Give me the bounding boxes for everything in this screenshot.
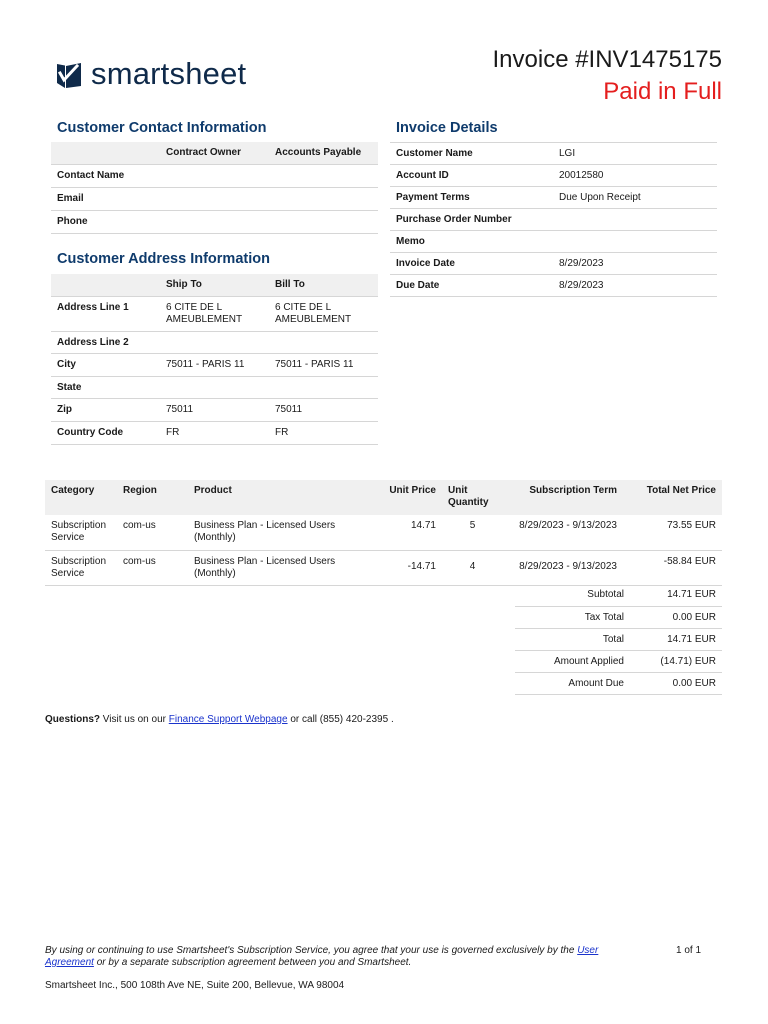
legal-text: By using or continuing to use Smartsheet's Subscription Service, you agree that your use is governed exclusively by the [45,945,578,956]
row-label: Due Date [396,280,440,291]
details-section-title: Invoice Details [396,120,498,136]
brand-name: smartsheet [91,56,247,91]
row-label: Zip [57,404,72,415]
row-label: Purchase Order Number [396,214,512,225]
totals-value: 14.71 EUR [667,589,716,601]
row-label: Address Line 1 [57,301,129,313]
legal-text-end: or by a separate subscription agreement between you and Smartsheet. [93,957,412,968]
cell-value: 75011 [166,404,194,415]
address-header-bill: Bill To [275,279,305,291]
cell-value: 8/29/2023 [559,280,604,291]
totals-label: Amount Applied [553,655,624,667]
table-row [51,421,378,444]
legal-notice [45,945,625,969]
table-row [51,353,378,376]
table-row [51,331,378,353]
cell-value [269,187,378,210]
cell-value: 75011 - PARIS 11 [166,359,245,370]
address-section-title: Customer Address Information [57,251,270,267]
totals-value: 0.00 EUR [672,677,716,689]
totals-label: Subtotal [587,589,624,601]
cell-product: Business Plan - Licensed Users (Monthly) [194,555,336,579]
table-row [51,187,378,210]
row-label: Phone [57,216,88,227]
table-row [51,210,378,233]
totals-label: Tax Total [584,611,624,623]
cell-region: com-us [123,520,156,531]
row-label: Address Line 2 [57,336,129,348]
totals-row [515,628,722,650]
header-total-net-price: Total Net Price [646,485,716,496]
row-label: Email [57,193,84,204]
totals-value: 14.71 EUR [667,633,716,645]
totals-table [515,584,722,695]
line-items-table [45,480,722,586]
cell-value: 20012580 [559,170,604,181]
contact-header-blank [51,142,160,164]
row-label: Invoice Date [396,258,455,269]
cell-value [160,210,269,233]
cell-term: 8/29/2023 - 9/13/2023 [519,520,617,531]
cell-value [160,187,269,210]
row-label: State [57,381,82,393]
table-row [390,187,717,209]
cell-value: FR [275,427,289,438]
contact-header-row [51,142,378,164]
totals-label: Amount Due [568,677,624,689]
totals-value: 0.00 EUR [672,611,716,623]
contact-header-ap: Accounts Payable [275,147,362,159]
cell-value: 6 CITE DE L AMEUBLEMENT [275,301,352,325]
questions-text: Visit us on our [100,714,169,725]
cell-value: 8/29/2023 [559,258,604,269]
totals-value: (14.71) EUR [660,655,716,667]
address-header-ship: Ship To [166,279,202,291]
questions-phone-text: or call (855) 420-2395 . [287,714,394,725]
row-label: Payment Terms [396,192,470,203]
cell-value [269,210,378,233]
company-address: Smartsheet Inc., 500 108th Ave NE, Suite 200, Bellevue, WA 98004 [45,980,345,991]
cell-quantity: 5 [469,520,476,531]
brand-logo [57,56,246,92]
table-row [51,376,378,398]
table-row [51,398,378,421]
cell-value: 75011 - PARIS 11 [275,359,354,370]
payment-status: Paid in Full [603,78,722,105]
totals-row [515,672,722,694]
address-table [51,274,378,445]
cell-value [553,231,717,253]
cell-unit-price: -14.71 [407,560,436,572]
cell-total: -58.84 EUR [663,555,716,567]
cell-value [269,164,378,187]
header-unit-quantity: Unit Quantity [448,485,489,508]
header-subscription-term: Subscription Term [529,485,617,496]
cell-product: Business Plan - Licensed Users (Monthly) [194,520,336,543]
totals-row [515,584,722,606]
cell-category: Subscription Service [51,555,107,579]
cell-quantity: 4 [469,560,476,572]
table-row [51,164,378,187]
row-label: City [57,359,76,370]
questions-lead: Questions? [45,714,101,725]
page-number: 1 of 1 [676,945,702,956]
cell-value: FR [166,427,180,438]
cell-value [160,164,269,187]
table-row [390,143,717,165]
invoice-title: Invoice #INV1475175 [492,46,722,73]
totals-row [515,650,722,672]
totals-row [515,606,722,628]
header-region: Region [123,485,157,496]
items-header-row [45,480,722,515]
cell-value [160,331,269,353]
smartsheet-checkmark-icon [57,60,81,88]
row-label: Account ID [396,170,449,181]
row-label: Contact Name [57,170,125,181]
table-row [51,296,378,331]
cell-value [269,376,378,398]
table-row [390,165,717,187]
user-agreement-link[interactable]: User Agreement [45,945,599,968]
table-row [390,209,717,231]
table-row [390,231,717,253]
cell-total: 73.55 EUR [667,520,716,531]
table-row [45,550,722,585]
cell-value: 75011 [275,404,303,415]
cell-category: Subscription Service [51,520,107,543]
header-unit-price: Unit Price [389,485,436,496]
contact-table [51,142,378,234]
cell-value [269,331,378,353]
cell-value: LGI [559,148,576,159]
cell-value: 6 CITE DE L AMEUBLEMENT [166,301,243,325]
finance-support-link[interactable]: Finance Support Webpage [168,714,288,725]
header-product: Product [194,485,232,496]
address-header-row [51,274,378,296]
table-row [390,253,717,275]
cell-unit-price: 14.71 [410,520,436,531]
cell-value: Due Upon Receipt [559,192,641,203]
cell-region: com-us [123,555,156,567]
questions-line [45,714,394,725]
invoice-details-table [390,142,717,297]
table-row [390,275,717,297]
contact-header-owner: Contract Owner [166,147,242,159]
cell-term: 8/29/2023 - 9/13/2023 [519,560,617,572]
cell-value [553,209,717,231]
row-label: Customer Name [396,148,473,159]
row-label: Country Code [57,427,124,438]
address-header-blank [51,274,160,296]
cell-value [160,376,269,398]
contact-section-title: Customer Contact Information [57,120,267,136]
header-category: Category [51,485,95,496]
row-label: Memo [396,236,425,247]
table-row [45,515,722,550]
totals-label: Total [602,633,624,645]
